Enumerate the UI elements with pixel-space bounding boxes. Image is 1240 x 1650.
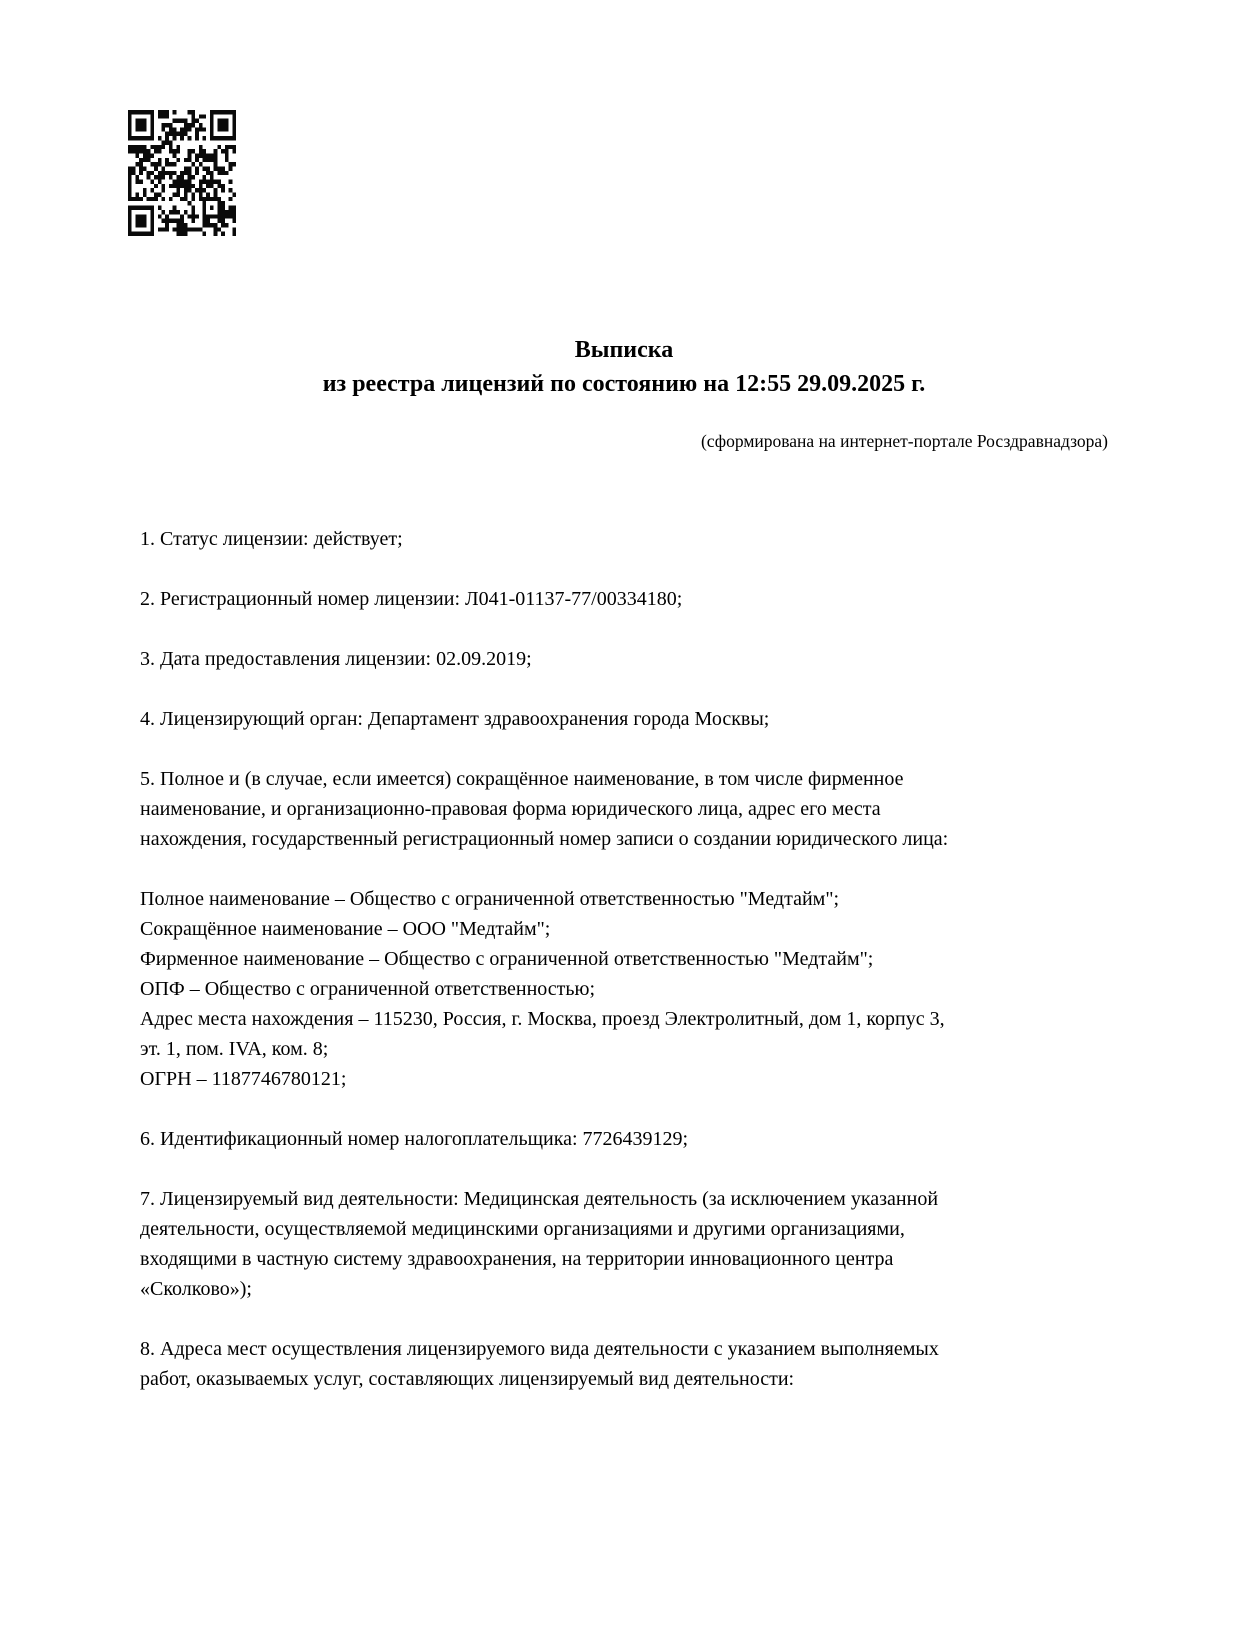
text-line: Полное наименование – Общество с ограниченной ответственностью "Медтайм"; — [140, 888, 840, 910]
paragraph-org-names — [140, 884, 1150, 1094]
paragraph-licensing-authority — [140, 704, 1150, 734]
text-line: 7. Лицензируемый вид деятельности: Медицинская деятельность (за исключением указанной — [140, 1188, 939, 1210]
text-line: ОПФ – Общество с ограниченной ответственностью; — [140, 978, 596, 1000]
paragraph-org-names-intro — [140, 764, 1150, 854]
text-line: ОГРН – 1187746780121; — [140, 1068, 347, 1090]
text-line: наименование, и организационно-правовая форма юридического лица, адрес его места — [140, 798, 881, 820]
text-line: 3. Дата предоставления лицензии: 02.09.2019; — [140, 648, 532, 670]
qr-code-icon — [128, 110, 236, 236]
text-line: Фирменное наименование – Общество с ограниченной ответственностью "Медтайм"; — [140, 948, 874, 970]
text-line: деятельности, осуществляемой медицинскими организациями и другими организациями, — [140, 1218, 905, 1240]
document-body — [140, 524, 1150, 1424]
paragraph-registration-number — [140, 584, 1150, 614]
text-line: 5. Полное и (в случае, если имеется) сокращённое наименование, в том числе фирменное — [140, 768, 904, 790]
paragraph-grant-date — [140, 644, 1150, 674]
text-line: 4. Лицензирующий орган: Департамент здравоохранения города Москвы; — [140, 708, 770, 730]
paragraph-license-status — [140, 524, 1150, 554]
paragraph-licensed-activity — [140, 1184, 1150, 1304]
text-line: 2. Регистрационный номер лицензии: Л041-01137-77/00334180; — [140, 588, 683, 610]
text-line: 1. Статус лицензии: действует; — [140, 528, 403, 550]
paragraph-taxpayer-number — [140, 1124, 1150, 1154]
text-line: 6. Идентификационный номер налогоплательщика: 7726439129; — [140, 1128, 689, 1150]
title-line-1: Выписка — [574, 337, 674, 363]
paragraph-activity-addresses-intro — [140, 1334, 1150, 1394]
text-line: входящими в частную систему здравоохранения, на территории инновационного центра — [140, 1248, 894, 1270]
title-line-2: из реестра лицензий по состоянию на 12:55 29.09.2025 г. — [322, 371, 926, 397]
document-title — [140, 333, 1108, 401]
text-line: работ, оказываемых услуг, составляющих лицензируемый вид деятельности: — [140, 1368, 795, 1390]
text-line: Сокращённое наименование – ООО "Медтайм"; — [140, 918, 551, 940]
text-line: эт. 1, пом. IVA, ком. 8; — [140, 1038, 329, 1060]
text-line: Адрес места нахождения – 115230, Россия, г. Москва, проезд Электролитный, дом 1, корпус 3, — [140, 1008, 945, 1030]
text-line: 8. Адреса мест осуществления лицензируемого вида деятельности с указанием выполняемых — [140, 1338, 939, 1360]
document-subtitle: (сформирована на интернет-портале Росздравнадзора) — [700, 431, 1108, 451]
text-line: «Сколково»); — [140, 1278, 252, 1300]
text-line: нахождения, государственный регистрационный номер записи о создании юридического лица: — [140, 828, 949, 850]
